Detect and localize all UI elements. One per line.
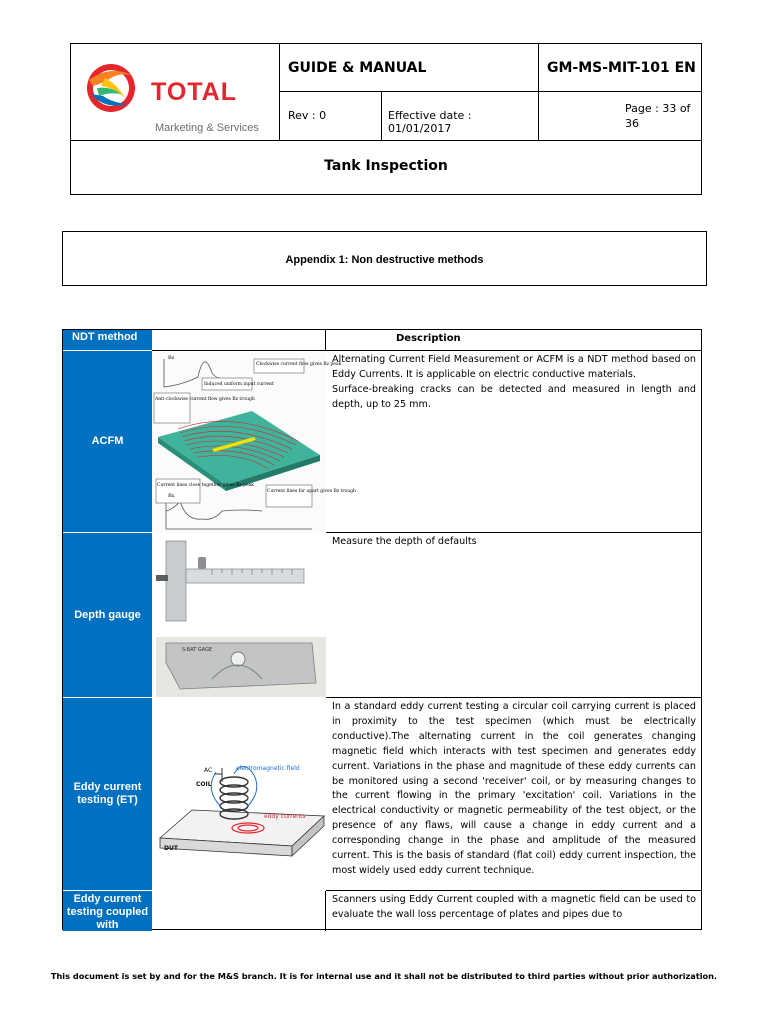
acfm-label-bz: Bz <box>168 355 175 361</box>
column-header-image <box>152 330 326 351</box>
footer-disclaimer: This document is set by and for the M&S branch. It is for internal use and it shall not be distributed to third parties without prior authorization. <box>50 971 718 981</box>
ndt-methods-table <box>62 329 702 930</box>
et-label-field: electromagnetic field <box>236 765 300 772</box>
method-depth-gauge: Depth gauge <box>63 533 152 698</box>
eddy-coupled-paragraph: Scanners using Eddy Current coupled with a magnetic field can be used to evaluate the wall loss percentage of plates and pipes due to <box>332 894 696 920</box>
column-header-method: NDT method <box>63 330 152 351</box>
appendix-title: Appendix 1: Non destructive methods <box>62 231 707 286</box>
logo-cell <box>71 44 280 140</box>
column-header-description: Description <box>326 330 702 351</box>
acfm-label-clockwise: Clockwise current flow gives Bz peak <box>256 362 342 367</box>
effective-date: Effective date : 01/01/2017 <box>382 92 539 140</box>
description-depth-gauge <box>326 533 702 698</box>
acfm-paragraph-1: Alternating Current Field Measurement or ACFM is a NDT method based on Eddy Currents. It is applicable on electric conductive materials. <box>332 354 696 380</box>
depth-gauge-images <box>152 533 326 698</box>
depth-gauge-figure-cell <box>152 533 326 698</box>
page-number: Page : 33 of 36 <box>625 102 691 130</box>
brand-name: TOTAL <box>151 78 238 106</box>
method-acfm: ACFM <box>63 351 152 533</box>
total-logo-icon <box>81 58 147 122</box>
et-label-ac: AC <box>204 767 213 774</box>
eddy-coupled-figure-cell <box>152 891 326 931</box>
acfm-figure-cell <box>152 351 356 533</box>
method-eddy-current: Eddy current testing (ET) <box>63 698 152 891</box>
acfm-diagram <box>152 351 356 533</box>
eddy-current-paragraph: In a standard eddy current testing a circular coil carrying current is placed in proximity to the test specimen (which must be electrically conductive).The alternating current in the coil generates changing magnetic field which interacts with test specimen and generates eddy current. Variations in the phase and magnitude of these eddy currents can be monitored using a second 'receiver' coil, or by measuring changes to the current flowing in the primary 'excitation' coil. Variations in the electrical conductivity or magnetic permeability of the test object, or the presence of any flaws, will cause a change in eddy current and a corresponding change in the phase and amplitude of the measured current. This is the basis of standard (flat coil) eddy current inspection, the most widely used eddy current technique. <box>332 701 696 876</box>
acfm-label-induced: Induced uniform input current <box>204 382 274 387</box>
acfm-label-bx: Bx <box>168 493 175 499</box>
acfm-label-close: Current lines close together gives Bz peak <box>157 483 255 488</box>
eddy-current-figure-cell <box>152 698 326 891</box>
doc-code: GM-MS-MIT-101 EN <box>539 44 701 92</box>
eddy-current-diagram <box>152 698 326 891</box>
et-label-dut: DUT <box>164 845 178 852</box>
brand-subtitle: Marketing & Services <box>155 122 259 134</box>
document-title: Tank Inspection <box>71 140 701 194</box>
acfm-label-far: Current lines far apart gives Bz trough <box>267 489 356 494</box>
document-header <box>70 43 702 195</box>
gauge-label: S-BAT GAGE <box>182 647 213 653</box>
acfm-paragraph-2: Surface-breaking cracks can be detected and measured in length and depth, up to 25 mm. <box>332 383 696 410</box>
description-eddy-current-coupled <box>326 891 702 931</box>
doc-type: GUIDE & MANUAL <box>280 44 539 92</box>
et-label-eddy: eddy currents <box>264 813 306 820</box>
method-eddy-current-coupled: Eddy current testing coupled with <box>63 891 152 931</box>
acfm-label-anticlockwise: Anti-clockwise current flow gives Bz trough <box>155 397 255 402</box>
description-acfm <box>326 351 702 533</box>
revision: Rev : 0 <box>280 92 382 140</box>
depth-gauge-paragraph: Measure the depth of defaults <box>332 536 477 547</box>
et-label-coil: COIL <box>196 781 212 788</box>
description-eddy-current <box>326 698 702 891</box>
